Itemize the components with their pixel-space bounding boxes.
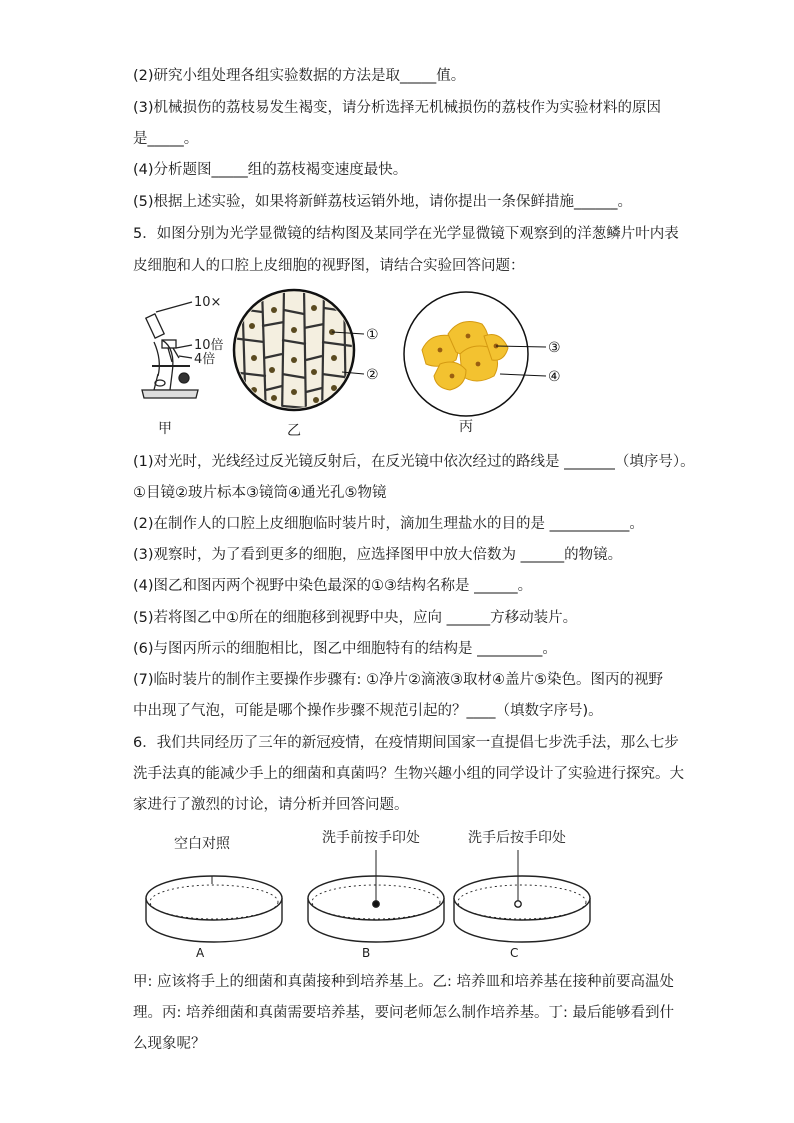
label-circle-3: ③ — [548, 340, 561, 356]
microscope-figure — [132, 290, 232, 410]
q6-stem-line2: 洗手法真的能减少手上的细菌和真菌吗？生物兴趣小组的同学设计了实验进行探究。大 — [133, 766, 684, 782]
label-circle-4: ④ — [548, 369, 561, 385]
q4-item-4: (4)分析题图_____组的荔枝褐变速度最快。 — [133, 162, 408, 178]
figure-yi-caption: 乙 — [287, 423, 301, 439]
q5-item-2: (2)在制作人的口腔上皮细胞临时装片时，滴加生理盐水的目的是 ___________。 — [133, 516, 644, 532]
q6-stem-line1: 6．我们共同经历了三年的新冠疫情，在疫情期间国家一直提倡七步洗手法，那么七步 — [133, 735, 679, 751]
q6-discussion-line3: 么现象呢？ — [133, 1036, 206, 1052]
figure-bing-caption: 丙 — [459, 419, 473, 435]
objective-4x-label: 4倍 — [194, 352, 216, 367]
q4-item-3-line1: (3)机械损伤的荔枝易发生褐变，请分析选择无机械损伤的荔枝作为实验材料的原因 — [133, 100, 662, 116]
objective-10x-label: 10倍 — [194, 338, 224, 353]
q5-item-7-line2: 中出现了气泡，可能是哪个操作步骤不规范引起的？____（填数字序号)。 — [133, 703, 603, 719]
dish-a-label: 空白对照 — [174, 836, 230, 852]
dish-b-label: 洗手前按手印处 — [322, 830, 420, 846]
q5-item-3: (3)观察时，为了看到更多的细胞，应选择图甲中放大倍数为 ______的物镜。 — [133, 547, 623, 563]
eyepiece-magnification-label: 10× — [194, 295, 222, 310]
cheek-cells-figure — [400, 290, 580, 420]
q5-stem-line1: 5．如图分别为光学显微镜的结构图及某同学在光学显微镜下观察到的洋葱鳞片叶内表 — [133, 226, 679, 242]
dish-c-caption: C — [510, 946, 519, 960]
label-circle-1: ① — [366, 327, 379, 343]
dish-b-caption: B — [362, 946, 371, 960]
dish-a-caption: A — [196, 946, 205, 960]
q5-item-1: (1)对光时，光线经过反光镜反射后，在反光镜中依次经过的路线是 _______（填序号）。 — [133, 454, 695, 470]
q6-discussion-line2: 理。丙: 培养细菌和真菌需要培养基，要问老师怎么制作培养基。丁: 最后能够看到什 — [133, 1005, 674, 1021]
petri-dishes-figure — [140, 848, 600, 944]
q5-item-4: (4)图乙和图丙两个视野中染色最深的①③结构名称是 ______。 — [133, 578, 533, 594]
figure-jia-caption: 甲 — [158, 421, 172, 437]
dish-c-label: 洗手后按手印处 — [468, 830, 566, 846]
q4-item-2: (2)研究小组处理各组实验数据的方法是取_____值。 — [133, 68, 466, 84]
q6-discussion-line1: 甲: 应该将手上的细菌和真菌接种到培养基上。乙: 培养皿和培养基在接种前要高温处 — [133, 974, 674, 990]
q4-item-5: (5)根据上述实验，如果将新鲜荔枝运销外地，请你提出一条保鲜措施______。 — [133, 194, 633, 210]
label-circle-2: ② — [366, 367, 379, 383]
onion-cells-figure — [232, 288, 392, 418]
q4-item-3-line2: 是_____。 — [133, 131, 199, 147]
q5-item-1-options: ①目镜②玻片标本③镜筒④通光孔⑤物镜 — [133, 485, 387, 501]
q5-item-5: (5)若将图乙中①所在的细胞移到视野中央，应向 ______方移动装片。 — [133, 610, 578, 626]
q5-item-6: (6)与图丙所示的细胞相比，图乙中细胞特有的结构是 _________。 — [133, 641, 557, 657]
q6-stem-line3: 家进行了激烈的讨论，请分析并回答问题。 — [133, 797, 409, 813]
q5-stem-line2: 皮细胞和人的口腔上皮细胞的视野图，请结合实验回答问题： — [133, 258, 525, 274]
q5-item-7-line1: (7)临时装片的制作主要操作步骤有: ①净片②滴液③取材④盖片⑤染色。图丙的视野 — [133, 672, 664, 688]
